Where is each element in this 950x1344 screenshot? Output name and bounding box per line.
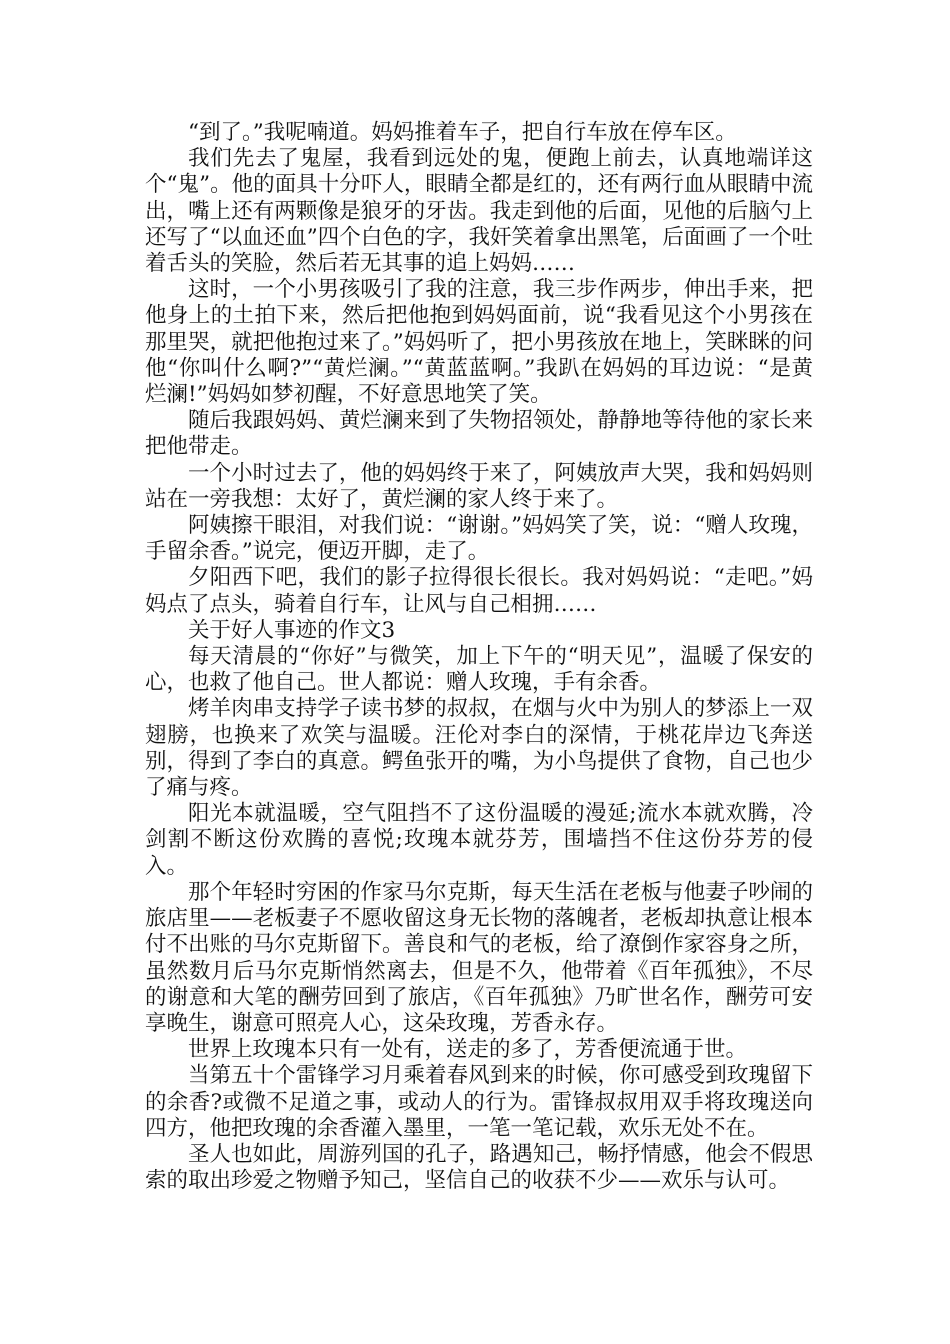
section-heading: 关于好人事迹的作文3 <box>188 617 396 643</box>
paragraph-arrival: “到了。”我呢喃道。妈妈推着车子，把自行车放在停车区。 <box>188 120 737 145</box>
paragraph-lei-feng: 当第五十个雷锋学习月乘着春风到来的时候，你可感受到玫瑰留下的余香?或微不足道之事，或动人的行为。雷锋叔叔用双手将玫瑰送向四方，他把玫瑰的余香灌入墨里，一笔一笔记载，欢乐无处不在。 <box>145 1063 813 1141</box>
paragraph-mother-arrives: 一个小时过去了，他的妈妈终于来了，阿姨放声大哭，我和妈妈则站在一旁我想：太好了，黄烂澜的家人终于来了。 <box>145 460 813 512</box>
paragraph-roses-world: 世界上玫瑰本只有一处有，送走的多了，芳香便流通于世。 <box>188 1037 748 1063</box>
paragraph-haunted-house: 我们先去了鬼屋，我看到远处的鬼，便跑上前去，认真地端详这个“鬼”。他的面具十分吓人，眼睛全都是红的，还有两行血从眼睛中流出，嘴上还有两颗像是狼牙的牙齿。我走到他的后面，见他的后脑勺上还写了“以血还血”四个白色的字，我奸笑着拿出黑笔，后面画了一个吐着舌头的笑脸，然后若无其事的追上妈妈…… <box>145 146 813 277</box>
paragraph-lost-and-found: 随后我跟妈妈、黄烂澜来到了失物招领处，静静地等待他的家长来把他带走。 <box>145 408 813 460</box>
paragraph-little-boy: 这时，一个小男孩吸引了我的注意，我三步作两步，伸出手来，把他身上的土拍下来，然后把他抱到妈妈面前，说“我看见这个小男孩在那里哭，就把他抱过来了。”妈妈听了，把小男孩放在地上，笑眯眯的问他“你叫什么啊?”“黄烂澜。”“黄蓝蓝啊。”我趴在妈妈的耳边说：“是黄烂澜!”妈妈如梦初醒，不好意思地笑了笑。 <box>145 277 813 408</box>
paragraph-morning-greeting: 每天清晨的“你好”与微笑，加上下午的“明天见”，温暖了保安的心，也救了他自己。世人都说：赠人玫瑰，手有余香。 <box>145 644 813 696</box>
paragraph-sunshine: 阳光本就温暖，空气阻挡不了这份温暖的漫延;流水本就欢腾，冷剑割不断这份欢腾的喜悦;玫瑰本就芬芳，围墙挡不住这份芬芳的侵入。 <box>145 801 813 879</box>
paragraph-thanks: 阿姨擦干眼泪，对我们说：“谢谢。”妈妈笑了笑，说：“赠人玫瑰，手留余香。”说完，便迈开脚，走了。 <box>145 513 813 565</box>
paragraph-marquez: 那个年轻时穷困的作家马尔克斯，每天生活在老板与他妻子吵闹的旅店里——老板妻子不愿收留这身无长物的落魄者，老板却执意让根本付不出账的马尔克斯留下。善良和气的老板，给了潦倒作家容身之所，虽然数月后马尔克斯悄然离去，但是不久，他带着《百年孤独》，不尽的谢意和大笔的酬劳回到了旅店，《百年孤独》乃旷世名作，酬劳可安享晚生，谢意可照亮人心，这朵玫瑰，芳香永存。 <box>145 879 813 1036</box>
paragraph-sunset: 夕阳西下吧，我们的影子拉得很长很长。我对妈妈说：“走吧。”妈妈点了点头，骑着自行车，让风与自己相拥…… <box>145 565 813 617</box>
paragraph-kebab-uncle: 烤羊肉串支持学子读书梦的叔叔，在烟与火中为别人的梦添上一双翅膀，也换来了欢笑与温暖。汪伦对李白的深情，于桃花岸边飞奔送别，得到了李白的真意。鳄鱼张开的嘴，为小鸟提供了食物，自己也少了痛与疼。 <box>145 696 813 801</box>
paragraph-confucius: 圣人也如此，周游列国的孔子，路遇知己，畅抒情感，他会不假思索的取出珍爱之物赠予知己，坚信自己的收获不少——欢乐与认可。 <box>145 1141 813 1194</box>
document-body <box>145 120 813 1194</box>
